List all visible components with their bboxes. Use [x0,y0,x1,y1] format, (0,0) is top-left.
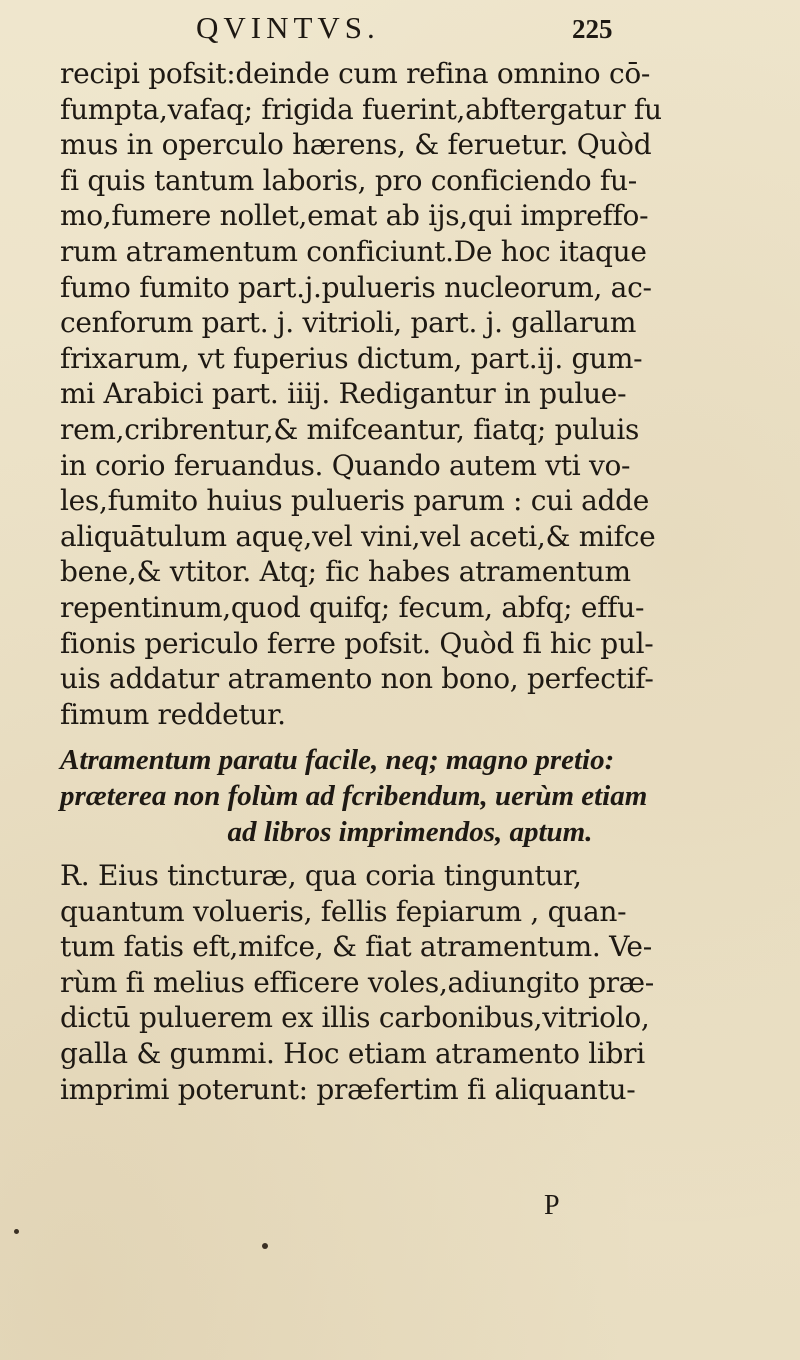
heading-line: præterea non folùm ad fcribendum, uerùm etiam [60,780,648,812]
text-line: fimum reddetur. [60,697,286,731]
text-line: dictū puluerem ex illis carbonibus,vitriolo, [60,1001,650,1035]
page-header [0,8,800,52]
text-line: aliquātulum aquę,vel vini,vel aceti,& mifce [60,519,656,553]
heading-line: ad libros imprimendos, aptum. [227,816,593,848]
text-line: galla & gummi. Hoc etiam atramento libri [60,1036,645,1070]
text-line: mi Arabici part. iiij. Redigantur in pulue- [60,377,627,411]
text-line: cenforum part. j. vitrioli, part. j. gallarum [60,306,637,340]
text-line: fionis periculo ferre pofsit. Quòd fi hic pul- [60,626,654,660]
section-heading [60,742,760,850]
page-number: 225 [572,14,613,44]
text-line: recipi pofsit:deinde cum refina omnino cō- [60,57,651,90]
ink-speck [14,1229,19,1234]
text-line: les,fumito huius pulueris parum : cui adde [60,484,650,518]
text-line: rum atramentum conficiunt.De hoc itaque [60,234,647,268]
text-line: uis addatur atramento non bono, perfectif- [60,662,654,696]
text-line: imprimi poterunt: præfertim fi aliquantu- [60,1072,636,1106]
text-line: rùm fi melius efficere voles,adiungito præ- [60,965,654,999]
text-line: fi quis tantum laboris, pro conficiendo fu- [60,163,637,197]
paragraph-2 [60,858,760,1107]
text-line: fumpta,vafaq; frigida fuerint,abftergatur fu [60,92,662,126]
ink-speck [262,1243,268,1249]
text-line: mo,fumere nollet,emat ab ijs,qui impreffo- [60,199,649,233]
text-line: frixarum, vt fuperius dictum, part.ij. gum- [60,341,643,375]
paragraph-1 [60,56,760,732]
catchword: P [544,1190,560,1221]
running-head: QVINTVS. [196,10,380,45]
text-line: quantum volueris, fellis fepiarum , quan- [60,894,627,928]
text-line: rem,cribrentur,& mifceantur, fiatq; puluis [60,412,640,446]
heading-line: Atramentum paratu facile, neq; magno pretio: [60,744,615,776]
text-line: tum fatis eft,mifce, & fiat atramentum. Ve- [60,930,652,964]
text-line: bene,& vtitor. Atq; fic habes atramentum [60,555,631,589]
text-line: in corio feruandus. Quando autem vti vo- [60,448,631,482]
text-line: mus in operculo hærens, & feruetur. Quòd [60,128,652,162]
text-line: repentinum,quod quifq; fecum, abfq; effu- [60,590,645,624]
text-line: R. Eius tincturæ, qua coria tinguntur, [60,859,582,892]
text-line: fumo fumito part.j.pulueris nucleorum, ac- [60,270,652,304]
